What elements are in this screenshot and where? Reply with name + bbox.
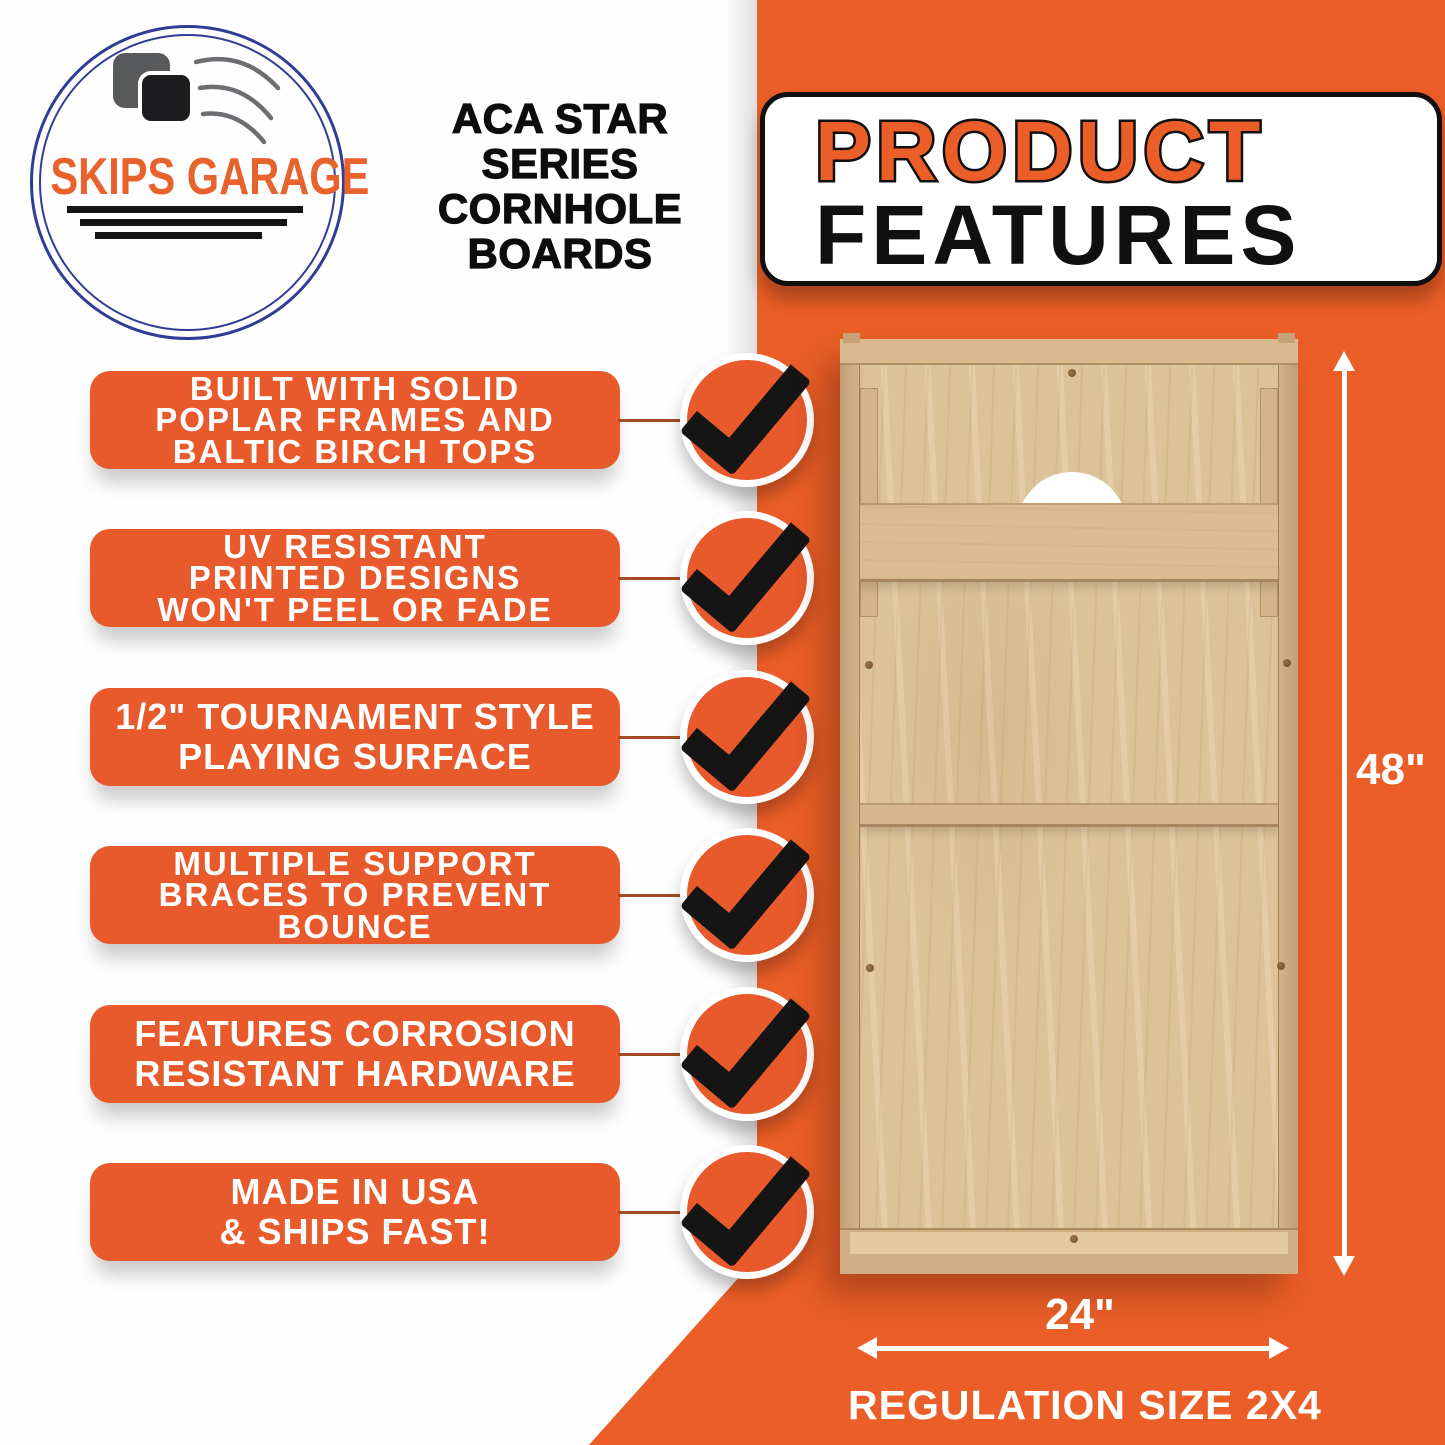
screw-dot (1068, 369, 1076, 377)
screw-dot (1283, 659, 1291, 667)
feature-line: PRINTED DESIGNS (188, 559, 522, 597)
connector-line (618, 1211, 682, 1214)
feature-line: MULTIPLE SUPPORT (173, 844, 537, 882)
screw-dot (1070, 1235, 1078, 1243)
check-badge (680, 987, 814, 1121)
check-circle (687, 835, 807, 955)
board-corner-tab (843, 333, 860, 343)
feature-line: PLAYING SURFACE (178, 736, 532, 777)
feature-line: UV RESISTANT (223, 527, 487, 565)
size-caption: REGULATION SIZE 2X4 (848, 1382, 1322, 1428)
width-arrowhead-left (857, 1337, 877, 1359)
height-arrow (1342, 370, 1347, 1256)
feature-pill (90, 371, 620, 469)
check-circle (687, 1152, 807, 1272)
screw-dot (1277, 962, 1285, 970)
feature-line: POPLAR FRAMES AND (155, 401, 555, 439)
connector-line (618, 1053, 682, 1056)
width-arrow (876, 1346, 1270, 1351)
board-corner-tab (1278, 333, 1295, 343)
board-bottom-rail (840, 1228, 1298, 1274)
features-header (760, 92, 1442, 286)
check-badge (680, 353, 814, 487)
check-badge (680, 511, 814, 645)
screw-dot (865, 661, 873, 669)
feature-pill (90, 688, 620, 786)
feature-line: FEATURES CORROSION (134, 1013, 576, 1054)
subtitle-line-1: ACA STAR (451, 95, 669, 142)
header-title (815, 104, 1302, 282)
connector-line (618, 577, 682, 580)
feature-pill (90, 1005, 620, 1103)
height-arrowhead-top (1333, 351, 1355, 371)
product-subtitle (400, 96, 720, 276)
board-mid-brace (859, 803, 1279, 827)
connector-line (618, 894, 682, 897)
check-circle (687, 677, 807, 797)
check-circle (687, 518, 807, 638)
board-right-rail (1278, 339, 1298, 1272)
width-arrowhead-right (1269, 1337, 1289, 1359)
subtitle-line-3: CORNHOLE (437, 185, 683, 232)
feature-line: BRACES TO PREVENT (158, 876, 552, 914)
bean-bags-motion-icon (108, 50, 298, 160)
connector-line (618, 736, 682, 739)
feature-line: MADE IN USA (230, 1171, 480, 1212)
bean-bag-front-icon (140, 73, 192, 123)
feature-line: RESISTANT HARDWARE (134, 1053, 576, 1094)
logo-underline-3 (95, 232, 262, 239)
logo-underline-1 (67, 206, 303, 213)
brand-logo (30, 25, 370, 340)
board-support-brace (859, 503, 1279, 582)
logo-wordmark: SKIPS GARAGE (50, 148, 370, 206)
check-badge (680, 828, 814, 962)
feature-line: WON'T PEEL OR FADE (157, 590, 553, 628)
feature-pill (90, 529, 620, 627)
feature-line: & SHIPS FAST! (219, 1211, 491, 1252)
logo-underline-2 (80, 219, 287, 226)
width-label: 24" (1045, 1290, 1115, 1339)
feature-line: 1/2" TOURNAMENT STYLE (115, 696, 595, 737)
cornhole-board-photo (840, 339, 1298, 1272)
header-title-line1: PRODUCT (815, 104, 1266, 198)
feature-line: BOUNCE (277, 907, 433, 945)
subtitle-line-2: SERIES (481, 140, 639, 187)
check-badge (680, 670, 814, 804)
connector-line (618, 419, 682, 422)
subtitle-line-4: BOARDS (467, 230, 653, 277)
motion-arc-icon (196, 59, 278, 88)
feature-pill (90, 1163, 620, 1261)
check-badge (680, 1145, 814, 1279)
feature-line: BALTIC BIRCH TOPS (172, 432, 538, 470)
height-arrowhead-bottom (1333, 1256, 1355, 1276)
board-top-rail (840, 339, 1298, 365)
screw-dot (866, 964, 874, 972)
height-label: 48" (1356, 745, 1426, 794)
board-left-rail (840, 339, 860, 1272)
motion-arc-icon (203, 114, 264, 142)
feature-line: BUILT WITH SOLID (189, 369, 521, 407)
feature-pill (90, 846, 620, 944)
check-circle (687, 994, 807, 1114)
header-title-line2: FEATURES (815, 188, 1302, 282)
check-circle (687, 360, 807, 480)
